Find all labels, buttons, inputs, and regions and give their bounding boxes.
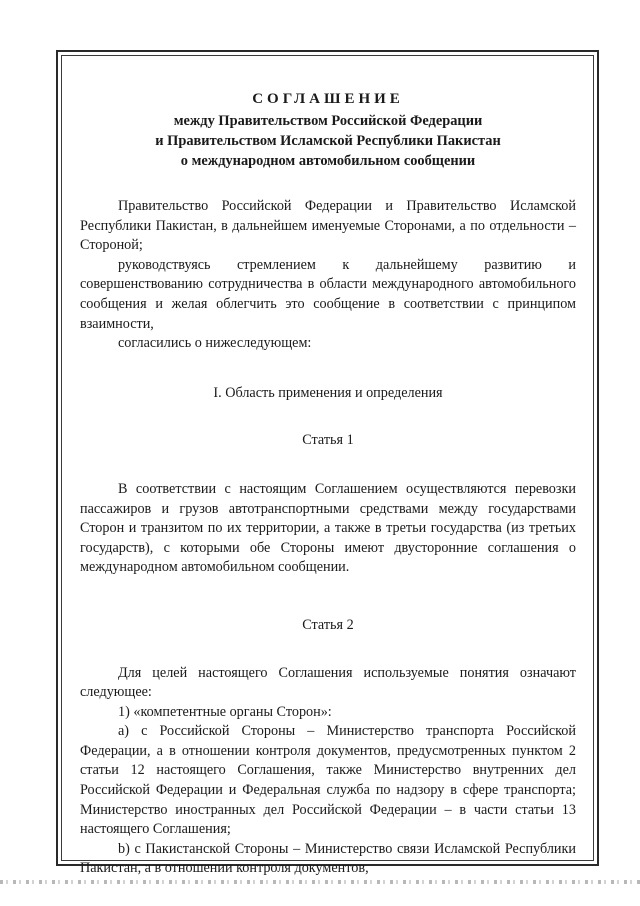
document-subtitle-line: о международном автомобильном сообщении: [180, 153, 476, 169]
article-2-paragraph: b) с Пакистанской Стороны – Министерство связи Исламской Республики Пакистан, а в отношении контроля документов,: [80, 840, 576, 877]
article-2-heading: Статья 2: [302, 616, 354, 633]
document-title: СОГЛАШЕНИЕ: [252, 91, 404, 107]
document-subtitle-line: и Правительством Исламской Республики Пакистан: [155, 133, 501, 149]
document-subtitle-line: между Правительством Российской Федерации: [173, 113, 483, 129]
article-1-text: В соответствии с настоящим Соглашением осуществляются перевозки пассажиров и грузов автотранспортными средствами между государствами Сторон и транзитом по их территории, а также в третьи государства (из третьих государств), с которыми обе Стороны имеют двусторонние соглашения о международном автомобильном сообщении.: [80, 480, 576, 576]
preamble-paragraph: Правительство Российской Федерации и Правительство Исламской Республики Пакистан, в дальнейшем именуемые Сторонами, а по отдельности – Стороной;: [80, 198, 576, 254]
preamble-paragraph: руководствуясь стремлением к дальнейшему развитию и совершенствованию сотрудничества в области международного автомобильного сообщения и желая облегчить это сообщение в соответствии с принципом взаимности,: [80, 256, 576, 332]
article-2-paragraph: 1) «компетентные органы Сторон»:: [118, 703, 332, 720]
article-2-paragraph: а) с Российской Стороны – Министерство транспорта Российской Федерации, а в отношении контроля документов, предусмотренных пунктом 2 статьи 12 настоящего Соглашения, также Министерство внутренних дел Российской Федерации и Федеральная служба по надзору в сфере транспорта; Министерство иностранных дел Российской Федерации – в части статьи 13 настоящего Соглашения;: [80, 723, 576, 838]
article-1-heading: Статья 1: [302, 432, 354, 449]
document-body: [80, 90, 576, 879]
scan-artifact-line: [0, 880, 640, 884]
preamble-paragraph: согласились о нижеследующем:: [118, 335, 312, 352]
section-heading: I. Область применения и определения: [213, 384, 443, 401]
article-2-paragraph: Для целей настоящего Соглашения используемые понятия означают следующее:: [80, 664, 576, 701]
